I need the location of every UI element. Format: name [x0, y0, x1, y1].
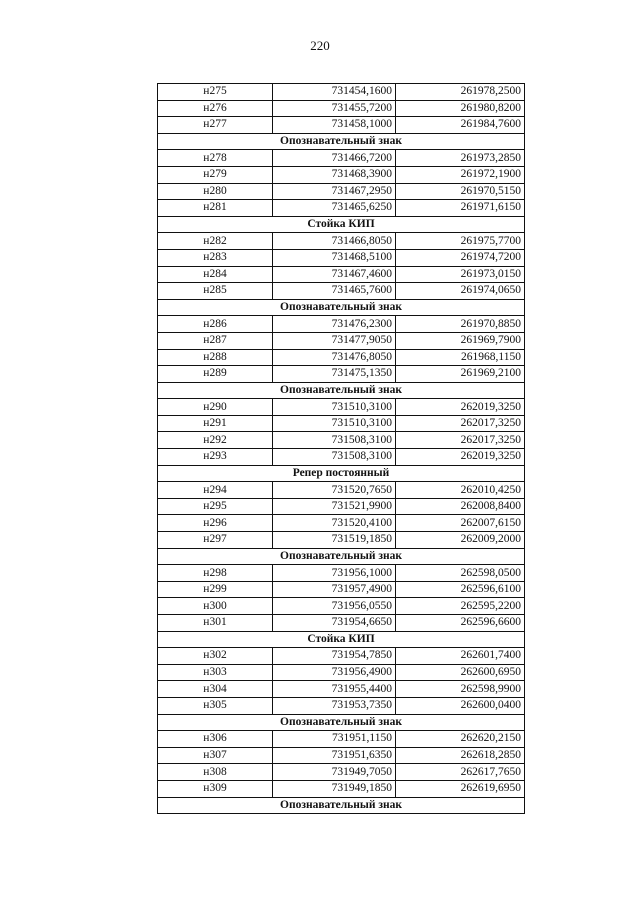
x-coordinate-cell: 731520,7650	[273, 482, 396, 499]
coordinates-table	[157, 83, 525, 814]
table-row	[158, 598, 525, 615]
table-row	[158, 283, 525, 300]
table-row	[158, 731, 525, 748]
point-id-cell: н309	[158, 780, 273, 797]
y-coordinate-cell: 261968,1150	[396, 349, 525, 366]
point-id-cell: н287	[158, 332, 273, 349]
table-row	[158, 664, 525, 681]
y-coordinate-cell: 262600,0400	[396, 697, 525, 714]
y-coordinate-cell: 262618,2850	[396, 747, 525, 764]
x-coordinate-cell: 731951,1150	[273, 731, 396, 748]
y-coordinate-cell: 261975,7700	[396, 233, 525, 250]
section-header-row	[158, 382, 525, 399]
y-coordinate-cell: 262617,7650	[396, 764, 525, 781]
x-coordinate-cell: 731949,1850	[273, 780, 396, 797]
x-coordinate-cell: 731951,6350	[273, 747, 396, 764]
point-id-cell: н283	[158, 249, 273, 266]
x-coordinate-cell: 731508,3100	[273, 449, 396, 466]
table-row	[158, 515, 525, 532]
point-id-cell: н276	[158, 100, 273, 117]
point-id-cell: н305	[158, 697, 273, 714]
coordinates-table-body	[158, 84, 525, 814]
x-coordinate-cell: 731510,3100	[273, 415, 396, 432]
point-id-cell: н280	[158, 183, 273, 200]
x-coordinate-cell: 731520,4100	[273, 515, 396, 532]
point-id-cell: н307	[158, 747, 273, 764]
y-coordinate-cell: 262598,9900	[396, 681, 525, 698]
section-header-row	[158, 133, 525, 150]
section-label: Репер постоянный	[158, 465, 525, 482]
point-id-cell: н299	[158, 581, 273, 598]
x-coordinate-cell: 731476,8050	[273, 349, 396, 366]
y-coordinate-cell: 262601,7400	[396, 648, 525, 665]
x-coordinate-cell: 731949,7050	[273, 764, 396, 781]
table-row	[158, 233, 525, 250]
point-id-cell: н308	[158, 764, 273, 781]
point-id-cell: н279	[158, 166, 273, 183]
x-coordinate-cell: 731476,2300	[273, 316, 396, 333]
table-row	[158, 249, 525, 266]
point-id-cell: н288	[158, 349, 273, 366]
table-row	[158, 565, 525, 582]
table-row	[158, 316, 525, 333]
point-id-cell: н297	[158, 532, 273, 549]
y-coordinate-cell: 262019,3250	[396, 399, 525, 416]
point-id-cell: н275	[158, 84, 273, 101]
point-id-cell: н292	[158, 432, 273, 449]
y-coordinate-cell: 262619,6950	[396, 780, 525, 797]
table-row	[158, 183, 525, 200]
y-coordinate-cell: 262007,6150	[396, 515, 525, 532]
section-header-row	[158, 714, 525, 731]
table-row	[158, 117, 525, 134]
section-header-row	[158, 216, 525, 233]
x-coordinate-cell: 731953,7350	[273, 697, 396, 714]
point-id-cell: н293	[158, 449, 273, 466]
table-row	[158, 415, 525, 432]
y-coordinate-cell: 262008,8400	[396, 498, 525, 515]
x-coordinate-cell: 731468,5100	[273, 249, 396, 266]
y-coordinate-cell: 262017,3250	[396, 415, 525, 432]
y-coordinate-cell: 261980,8200	[396, 100, 525, 117]
table-row	[158, 432, 525, 449]
section-header-row	[158, 299, 525, 316]
point-id-cell: н306	[158, 731, 273, 748]
x-coordinate-cell: 731956,4900	[273, 664, 396, 681]
table-row	[158, 399, 525, 416]
section-label: Опознавательный знак	[158, 299, 525, 316]
table-row	[158, 100, 525, 117]
point-id-cell: н277	[158, 117, 273, 134]
point-id-cell: н282	[158, 233, 273, 250]
section-label: Опознавательный знак	[158, 797, 525, 814]
y-coordinate-cell: 261972,1900	[396, 166, 525, 183]
section-header-row	[158, 797, 525, 814]
point-id-cell: н291	[158, 415, 273, 432]
y-coordinate-cell: 261969,7900	[396, 332, 525, 349]
table-row	[158, 166, 525, 183]
x-coordinate-cell: 731519,1850	[273, 532, 396, 549]
section-label: Опознавательный знак	[158, 382, 525, 399]
point-id-cell: н286	[158, 316, 273, 333]
point-id-cell: н284	[158, 266, 273, 283]
table-row	[158, 648, 525, 665]
point-id-cell: н290	[158, 399, 273, 416]
y-coordinate-cell: 262019,3250	[396, 449, 525, 466]
y-coordinate-cell: 262620,2150	[396, 731, 525, 748]
y-coordinate-cell: 262009,2000	[396, 532, 525, 549]
point-id-cell: н296	[158, 515, 273, 532]
point-id-cell: н298	[158, 565, 273, 582]
table-row	[158, 266, 525, 283]
point-id-cell: н285	[158, 283, 273, 300]
y-coordinate-cell: 261984,7600	[396, 117, 525, 134]
section-header-row	[158, 548, 525, 565]
y-coordinate-cell: 262595,2200	[396, 598, 525, 615]
table-row	[158, 780, 525, 797]
point-id-cell: н301	[158, 615, 273, 632]
section-label: Стойка КИП	[158, 631, 525, 648]
x-coordinate-cell: 731956,0550	[273, 598, 396, 615]
table-row	[158, 498, 525, 515]
section-header-row	[158, 465, 525, 482]
y-coordinate-cell: 261974,0650	[396, 283, 525, 300]
table-row	[158, 581, 525, 598]
x-coordinate-cell: 731465,7600	[273, 283, 396, 300]
point-id-cell: н294	[158, 482, 273, 499]
x-coordinate-cell: 731955,4400	[273, 681, 396, 698]
table-row	[158, 615, 525, 632]
x-coordinate-cell: 731477,9050	[273, 332, 396, 349]
section-header-row	[158, 631, 525, 648]
x-coordinate-cell: 731508,3100	[273, 432, 396, 449]
x-coordinate-cell: 731956,1000	[273, 565, 396, 582]
table-row	[158, 200, 525, 217]
table-row	[158, 349, 525, 366]
point-id-cell: н304	[158, 681, 273, 698]
x-coordinate-cell: 731465,6250	[273, 200, 396, 217]
x-coordinate-cell: 731466,7200	[273, 150, 396, 167]
y-coordinate-cell: 262017,3250	[396, 432, 525, 449]
x-coordinate-cell: 731510,3100	[273, 399, 396, 416]
section-label: Опознавательный знак	[158, 548, 525, 565]
point-id-cell: н300	[158, 598, 273, 615]
y-coordinate-cell: 262600,6950	[396, 664, 525, 681]
x-coordinate-cell: 731957,4900	[273, 581, 396, 598]
y-coordinate-cell: 262598,0500	[396, 565, 525, 582]
y-coordinate-cell: 261969,2100	[396, 366, 525, 383]
x-coordinate-cell: 731954,6650	[273, 615, 396, 632]
table-row	[158, 747, 525, 764]
y-coordinate-cell: 261973,2850	[396, 150, 525, 167]
y-coordinate-cell: 261978,2500	[396, 84, 525, 101]
x-coordinate-cell: 731467,2950	[273, 183, 396, 200]
y-coordinate-cell: 262596,6100	[396, 581, 525, 598]
table-row	[158, 697, 525, 714]
y-coordinate-cell: 262010,4250	[396, 482, 525, 499]
point-id-cell: н303	[158, 664, 273, 681]
table-row	[158, 764, 525, 781]
point-id-cell: н302	[158, 648, 273, 665]
y-coordinate-cell: 262596,6600	[396, 615, 525, 632]
x-coordinate-cell: 731468,3900	[273, 166, 396, 183]
y-coordinate-cell: 261974,7200	[396, 249, 525, 266]
x-coordinate-cell: 731467,4600	[273, 266, 396, 283]
x-coordinate-cell: 731455,7200	[273, 100, 396, 117]
x-coordinate-cell: 731521,9900	[273, 498, 396, 515]
point-id-cell: н278	[158, 150, 273, 167]
point-id-cell: н281	[158, 200, 273, 217]
table-row	[158, 449, 525, 466]
y-coordinate-cell: 261970,5150	[396, 183, 525, 200]
section-label: Стойка КИП	[158, 216, 525, 233]
table-row	[158, 532, 525, 549]
y-coordinate-cell: 261973,0150	[396, 266, 525, 283]
table-row	[158, 681, 525, 698]
x-coordinate-cell: 731954,7850	[273, 648, 396, 665]
section-label: Опознавательный знак	[158, 133, 525, 150]
x-coordinate-cell: 731454,1600	[273, 84, 396, 101]
page-number: 220	[310, 38, 330, 53]
section-label: Опознавательный знак	[158, 714, 525, 731]
point-id-cell: н289	[158, 366, 273, 383]
x-coordinate-cell: 731458,1000	[273, 117, 396, 134]
table-row	[158, 366, 525, 383]
table-row	[158, 150, 525, 167]
y-coordinate-cell: 261971,6150	[396, 200, 525, 217]
point-id-cell: н295	[158, 498, 273, 515]
table-row	[158, 482, 525, 499]
x-coordinate-cell: 731475,1350	[273, 366, 396, 383]
x-coordinate-cell: 731466,8050	[273, 233, 396, 250]
table-row	[158, 84, 525, 101]
y-coordinate-cell: 261970,8850	[396, 316, 525, 333]
table-row	[158, 332, 525, 349]
